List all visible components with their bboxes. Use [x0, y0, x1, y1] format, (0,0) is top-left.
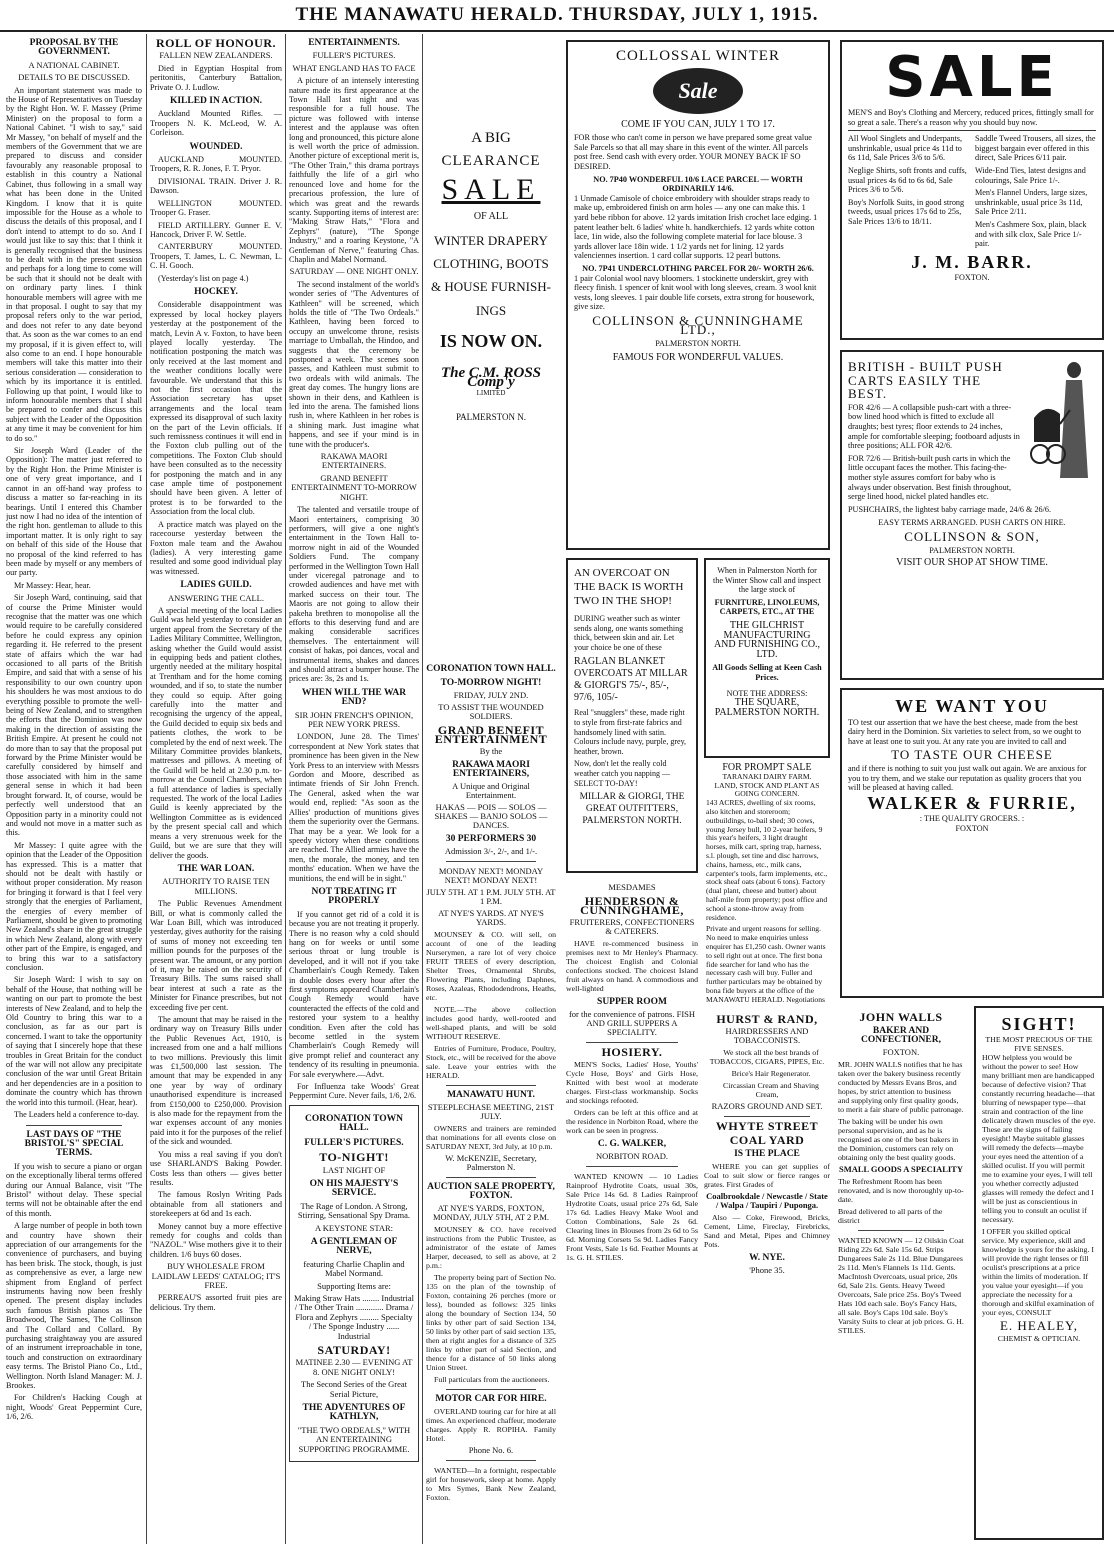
- paragraph: A picture of an intensely interesting nature made its first appearance at the Town Hall last night and was responsible for a full house. The picture was followed with intense interest and the applause was often long and pronounced, this picture alone is well worth the price of admission. Another picture of exceptional merit is, "The Other Train," this drama portrays faithfully the life of a girl who renounced love and home for the precarious profession, the lure of which was great and the rewards scanty. Supporting items of interest are: "Making Straw Hats," "Flora and Zephyrs" (nature), "The Sponge Industry," and a roaring Keystone, "A Gentleman of Nerve," featuring Chas. Chaplin and Mabel Normand.: [289, 76, 419, 264]
- ad-firm: MILLAR & GIORGI, THE GREAT OUTFITTERS, PALMERSTON NORTH.: [579, 792, 685, 827]
- column-rule: [285, 34, 286, 1544]
- paragraph: Real "snugglers" these, made right to style from first-rate fabrics and handsomely lined with satin. Colours include navy, purple, grey, heather, brown.: [574, 708, 687, 756]
- ad-heading: SATURDAY!: [317, 1343, 391, 1357]
- paragraph: FOR 72/6 — British-built push carts in which the little occupant faces the mother. This facing-the-mother style assures comfort for baby who is always under observation. Best finish throughout, serge lined hood, nickel plated handles etc.: [848, 453, 1012, 502]
- ad-heading: ON HIS MAJESTY'S SERVICE.: [309, 1178, 399, 1199]
- subheadline: SIR JOHN FRENCH'S OPINION, PER NEW YORK PRESS.: [294, 709, 414, 730]
- paragraph: Mr Massey: I quite agree with the opinion that the Leader of the Opposition has expressed. This is a matter that should not be dealt with hastily or without proper consideration. My reason for bringing it forward is that I feel very strongly that the energies of Parliament, the energies of every member of Parliament, should be given to promoting New Zealand's share in the great struggle in which New Zealand, along with every other part of the Empire, is engaged, and to bring this war to a satisfactory conclusion.: [6, 840, 142, 972]
- ad-heading: A GENTLEMAN OF NERVE,: [310, 1236, 398, 1257]
- paragraph: DURING weather such as winter sends along, one wants something thick, between skin and air. Let your choice be one of these: [574, 614, 684, 652]
- ad-line: : THE QUALITY GROCERS. :: [919, 814, 1025, 824]
- headline: MOTOR CAR FOR HIRE.: [435, 1394, 547, 1404]
- paragraph: PERREAU'S assorted fruit pies are delicious. Try them.: [150, 1293, 282, 1312]
- paragraph: An important statement was made to the House of Representatives on Tuesday by the Right Hon. W. F. Massey (Prime Minister) on the proposal to form a National Cabinet. "I wish to say," said Mr Massey, "on behalf of myself and the members of the Government that we are prepared to discuss and consider favourably any reasonable proposal to establish in this country a National Cabinet, thus following in a small way what has been done in the United Kingdom. I know that it is quite impossible for the House as a whole to discuss the details of this proposal, and I don't intend to attempt to do so. And I would just like to say this: that I think it is generally recognised that the business to be dealt with in the present session and perhaps for a long time to come will be such that it should not be dealt with on ordinary party lines. I think honourable members will agree with me in that proposal. I ought to say that my proposal refers only to the war period, and does not refer to any date beyond that. As soon as the war comes to an end my proposal, if it is given effect to, will also come to an end. I hope honourable members will take this matter into their serious consideration — consideration to which by its importance it is entitled. Following up that point, I would like to inform honourable members that I shall be prepared to confer and discuss this subject with the Leader of the Opposition at any time it may be convenient for him to do so.": [6, 85, 142, 443]
- ad-line: SALE: [441, 172, 541, 206]
- spacer: [426, 34, 556, 124]
- paragraph: We stock all the best brands of TOBACCOS, CIGARS, PIPES, Etc.: [709, 1048, 825, 1066]
- ad-line: FOXTON.: [882, 1047, 920, 1057]
- ad-line: PALMERSTON NORTH.: [929, 545, 1015, 555]
- ad-line: VISIT OUR SHOP AT SHOW TIME.: [896, 557, 1048, 569]
- ad-line: All Goods Selling at Keen Cash Prices.: [712, 663, 822, 682]
- column-roll-of-honour: [150, 34, 282, 1544]
- ad-line: Making Straw Hats ........ Industrial / The Other Train ............. Drama / Flora and Zephyrs ......... Specialty / The Sponge Industry ...... Industrial: [294, 1292, 414, 1341]
- subheadline: GRAND BENEFIT ENTERTAINMENT TO-MORROW NIGHT.: [291, 472, 417, 502]
- paragraph: Died in Egyptian Hospital from peritonitis, Canterbury Battalion, Private O. J. Ludlow.: [150, 63, 282, 92]
- paragraph: MOUNSEY & CO. will sell, on account of one of the leading Nurserymen, a rare lot of very choice FRUIT TREES of every description, Shelter Trees, Ornamental Shrubs, Flowering Plants, including Daphnes, Roses, Azaleas, Rhododendrons, Heaths, etc.: [426, 930, 556, 1002]
- paragraph: HAVE re-commenced business in premises next to Mr Henley's Pharmacy. The choicest English and Colonial confections stocked. The choicest Island fruit always on hand. A commodious and well-lighted: [566, 939, 698, 993]
- paragraph: MOUNSEY & CO. have received instructions from the Public Trustee, as administrator of the estate of James Harper, deceased, to sell as above, at 2 p.m.:: [426, 1225, 556, 1270]
- paragraph: CANTERBURY MOUNTED. Troopers, T. James, L. C. Newman, L. C. H. Gooch.: [150, 242, 282, 271]
- ad-firm: J. M. BARR.: [911, 251, 1033, 272]
- paragraph: 143 ACRES, dwelling of six rooms, also kitchen and storeroom; outbuildings, to-bail shed; 30 cows, young Jersey bull, 10 2-year heifers, 9 this year's heifers, 3 light draught horses, milk cart, spring trap, harness, s.l. plough, set tine and disc harrows, chains, harness, etc., milk cans, carpenter's tools, farm implements, etc., stock sheaf oats (about 6 tons). Factory (dual plant, cheese and butter) about half-mile from property; post office and school a stone-throw away from residence.: [706, 798, 828, 922]
- ad-line: NOTE THE ADDRESS:: [726, 688, 808, 698]
- paragraph: When in Palmerston North for the Winter Show call and inspect the large stock of: [713, 566, 821, 595]
- ad-line: TO ASSIST THE WOUNDED SOLDIERS.: [438, 702, 544, 721]
- headline: GRAND BENEFIT ENTERTAINMENT: [434, 723, 548, 746]
- ad-firm: JOHN WALLS: [859, 1010, 943, 1024]
- paragraph: If you wish to secure a piano or organ on the exceptionally liberal terms offered during our Annual Balance, visit "The Bristol" without delay. These special terms will not be obtainable after the end of this month.: [6, 1161, 142, 1218]
- column-national-cabinet: [6, 34, 142, 1544]
- overcoat-ad: [566, 558, 698, 873]
- ad-title: COAL YARD: [729, 1133, 805, 1147]
- ad-line: FAMOUS FOR WONDERFUL VALUES.: [612, 351, 784, 363]
- paragraph: Mr Massey: Hear, hear.: [14, 580, 91, 590]
- ad-line: Coalbrookdale / Newcastle / State / Walpa / Taupiri / Puponga.: [706, 1191, 828, 1210]
- paragraph: Bread delivered to all parts of the district: [838, 1207, 943, 1225]
- headline: ENTERTAINMENTS.: [308, 38, 400, 48]
- headline: AUCTION SALE PROPERTY, FOXTON.: [427, 1182, 555, 1201]
- paragraph: MR. JOHN WALLS notifies that he has taken over the bakery business recently conducted by Messrs Evans Bros, and hopes, by strict attention to business and supplying only first quality goods, to merit a fair share of public patronage.: [838, 1060, 964, 1114]
- ad-line: MONDAY NEXT! MONDAY NEXT! MONDAY NEXT!: [438, 866, 544, 885]
- ad-firm: HENDERSON & CUNNINGHAME,: [580, 894, 684, 917]
- paragraph: Sir Joseph Ward, continuing, said that of course the Prime Minister would recognise that the matter was one which would require to be carefully considered before he could express any opinion regarding it. He referred to the present state of affairs which the war had occasioned to all parts of the British Empire, and said that with a sense of his responsibility to our own country upon his shoulders he was most anxious to do everything possible to promote the well-being of New Zealand, and to strengthen the efforts that the Dominion was now making in the direction of assisting the British Empire. At present he could not do more than to say that the proposal put forward by the Prime Minister would be carefully considered by himself and those associated with him in the same general sense in which it had been brought forward. It, of course, would be perfectly well understood that an Opposition party in a minority could not and would not move in a matter such as this.: [6, 593, 142, 838]
- ad-title: AN OVERCOAT ON THE BACK IS WORTH TWO IN THE SHOP!: [574, 567, 684, 607]
- ad-line: 'Phone 35.: [749, 1265, 785, 1275]
- paragraph: Also — Coke, Firewood, Bricks, Cement, Lime, Fireclay, Firebricks, Sand and Metal, Pipes and Chimney Pots.: [704, 1213, 830, 1249]
- ad-title: IS THE PLACE: [734, 1149, 800, 1159]
- paragraph: WANTED KNOWN — 10 Ladies Rainproof Hydrotite Coats, usual 30s, Sale Price 14s 6d. 8 Ladies Rainproof Hydrotite Coats, usual price 27s 6d, Sale 17s 6d. Ladies Heavy Make Wool and Cotton Combinations, Sale 2s 6d. Clearing lines in Blouses from 2s 6d to 5s 6d. Morning Corsets 5s 9d. Ladies Fancy Front Vests, Sale 1s 6d. Feather Mounts at 1s. G. H. STILES.: [566, 1172, 698, 1262]
- ad-line: Phone No. 6.: [468, 1445, 514, 1455]
- headline: KILLED IN ACTION.: [169, 96, 263, 107]
- sale-items-left: [848, 134, 969, 252]
- paragraph: MEN'S Socks, Ladies' Hose, Youths' Cycle Hose, Boys' and Girls Hose, Knitted with best wool at moderate charges. First-class workmanship. Socks and stockings refooted.: [566, 1060, 698, 1105]
- divider: [446, 1389, 536, 1390]
- ad-line: PALMERSTON NORTH.: [655, 339, 741, 349]
- paragraph: 1 pair Colonial wool navy bloomers. 1 stockinette underskirt, grey with fleecy finish. 1 spencer of knit wool with long sleeves, cream. 3 wool knit vests, long sleeves. 1 pair double life corsets, extra strong for housework, give size.: [574, 273, 817, 312]
- push-cart-ad: [840, 350, 1104, 680]
- ad-line: MATINEE 2.30 — EVENING AT 8. ONE NIGHT ONLY!: [295, 1357, 413, 1377]
- paragraph: WELLINGTON MOUNTED. Trooper G. Fraser.: [150, 198, 282, 218]
- ad-line: EASY TERMS ARRANGED. PUSH CARTS ON HIRE.: [878, 518, 1066, 528]
- divider: [858, 1230, 944, 1231]
- ad-line: TO TASTE OUR CHEESE: [891, 747, 1053, 763]
- collossal-winter-sale-ad: [566, 40, 830, 550]
- paragraph: A practice match was played on the racecourse yesterday between the Foxton male team and the Awahou (ladies). A very interesting game resulted and some good individual play was witnessed.: [150, 519, 282, 576]
- list-item: Men's Flannel Unders, large sizes, unshrinkable, usual price 3s 11d, Sale Price 2/11.: [975, 188, 1088, 217]
- subheadline: WHAT ENGLAND HAS TO FACE: [292, 62, 416, 73]
- sight-optician-ad: [974, 1006, 1104, 1540]
- ad-line: HAIRDRESSERS AND TOBACCONISTS.: [725, 1026, 809, 1045]
- ad-title: BRITISH - BUILT PUSH: [848, 359, 1003, 374]
- ad-line: JULY 5TH. AT 1 P.M. JULY 5TH. AT 1 P.M.: [426, 887, 556, 906]
- gilchrist-ad: [704, 558, 830, 758]
- headline: HOSIERY.: [601, 1045, 663, 1059]
- ad-firm: C. G. WALKER,: [597, 1139, 667, 1149]
- ad-title: COLLOSSAL WINTER: [616, 48, 780, 64]
- headline: 30 PERFORMERS 30: [445, 834, 537, 844]
- paragraph: Orders can be left at this office and at the residence in Norbiton Road, where the work can be seen in progress.: [566, 1108, 698, 1135]
- sale-oval-logo: Sale: [653, 68, 743, 114]
- paragraph: Money cannot buy a more effective remedy for coughs and colds than "NAZOL." Wise mothers give it to their children. 1/6 buys 60 doses.: [150, 1221, 282, 1259]
- subheadline: FULLER'S PICTURES.: [312, 50, 396, 61]
- list-item: Saddle Tweed Trousers, all sizes, the biggest bargain ever offered in this direct, Sale Prices 6/11 pair.: [975, 134, 1096, 163]
- ad-line: LIMITED: [476, 389, 506, 398]
- paragraph: The baking will be under his own personal supervision, and as he is recognised as one of the best bakers in the Dominion, customers can rely on obtaining only the best quality goods.: [838, 1117, 959, 1162]
- ad-line: FURNITURE, LINOLEUMS, CARPETS, ETC., AT THE: [714, 597, 820, 617]
- ad-line: Supporting Items are:: [317, 1280, 391, 1291]
- paragraph: For Children's Hacking Cough at night, Woods' Great Peppermint Cure, 1/6, 2/6.: [6, 1393, 142, 1422]
- list-item: Wide-End Ties, latest designs and colourings, Sale Price 1/-.: [975, 165, 1086, 185]
- paragraph: (Yesterday's list on page 4.): [158, 273, 249, 283]
- paragraph: OWNERS and trainers are reminded that nominations for all events close on SATURDAY NEXT, 3rd July, at 10 p.m.: [426, 1124, 556, 1151]
- paragraph: NOTE.—The above collection includes good hardy, well-rooted and well-shaped plants, and will be sold WITHOUT RESERVE.: [426, 1005, 556, 1041]
- ad-line: NO. 7P40 WONDERFUL 10/6 LACE PARCEL — WORTH ORDINARILY 14/6.: [593, 174, 803, 194]
- ad-line: A BIG: [471, 130, 511, 146]
- paragraph: TO test our assertion that we have the best cheese, made from the best dairy herd in the Dominion. Six varieties to select from, so we ought to have at least one to suit you. At any rate you are invited to call and: [848, 717, 1082, 746]
- ad-firm: E. HEALEY,: [999, 1318, 1078, 1333]
- ad-title: FOR PROMPT SALE: [722, 762, 812, 773]
- ad-line: AT NYE'S YARDS. AT NYE'S YARDS.: [438, 908, 544, 927]
- paragraph: PUSHCHAIRS, the lightest baby carriage made, 24/6 & 26/6.: [848, 504, 1052, 514]
- paragraph: AUCKLAND MOUNTED. Troopers, R. R. Jones, F. T. Pryor.: [150, 155, 282, 174]
- ad-line: Admission 3/-, 2/-, and 1/-.: [444, 846, 538, 856]
- headline: TO-MORROW NIGHT!: [440, 678, 542, 688]
- ad-line: RAZORS GROUND AND SET.: [711, 1101, 823, 1111]
- paragraph: WHERE you can get supplies of Coal to suit slow or fierce ranges or grates. First Grades of: [704, 1162, 830, 1189]
- column-rule: [422, 34, 423, 1544]
- paragraph: FOR those who can't come in person we have prepared some great value Sale Parcels so that all may share in this event of the winter. All parcels post free. Send cash with every order. YOUR MONEY BACK IF SO DESIRED.: [574, 133, 812, 171]
- paragraph: The Leaders held a conference to-day.: [14, 1110, 139, 1120]
- cm-ross-sale-ad: [426, 34, 556, 654]
- paragraph: LONDON, June 28. The Times' correspondent at New York states that prominence has been given in the New York Press to an interview with Messrs Gordon and Moore, described as intimate friends of Sir John French. The General, asked when the war would end, replied: "As soon as the Allies' production of munitions gives them the superiority over the Germans. That may be a year. We look for a speedy victory when these conditions are reached. The Allied armies have the men, the morale, the money, and ten months' education. When we have the munitions, the end will be in sight.": [289, 732, 419, 883]
- paragraph: WANTED—In a fortnight, respectable girl for housework, sleep at home. Apply to Mrs Symes, Bank New Zealand, Foxton.: [426, 1466, 556, 1502]
- ad-line: LAND, STOCK AND PLANT AS GOING CONCERN.: [714, 780, 820, 799]
- divider: [446, 1177, 536, 1178]
- headline: HOCKEY.: [194, 286, 238, 297]
- subheadline: AUTHORITY TO RAISE TEN MILLIONS.: [162, 876, 270, 896]
- headline: CORONATION TOWN HALL.: [426, 664, 556, 674]
- ad-heading: FULLER'S PICTURES.: [304, 1137, 404, 1148]
- paragraph: The talented and versatile troupe of Maori entertainers, comprising 30 performers, will give a one night's entertainment in the Town Hall to-morrow night in aid of the Wounded Soldiers Fund. The company performed in the Wellington Town Hall under viceregal patronage and to crowded audiences and have met with marked success on their tour. The Maoris are not going to allow their pakeha brethren to monopolise all the efforts to this deserving fund and are making considerable sacrifices themselves. The entertainment will consist of hakas, poi dances, vocal and instrumental items, shakes and dances and should attract a bumper house. The prices are: 3s, 2s and 1s.: [289, 505, 419, 684]
- ad-title: WHYTE STREET: [715, 1119, 819, 1133]
- ad-line: WINTER DRAPERY: [434, 232, 548, 248]
- ad-line: "THE TWO ORDEALS," WITH AN ENTERTAINING SUPPORTING PROGRAMME.: [297, 1424, 411, 1454]
- headline: WHEN WILL THE WAR END?: [301, 687, 407, 708]
- subheadline: RAKAWA MAORI ENTERTAINERS.: [320, 451, 388, 471]
- ad-firm: W. NYE.: [749, 1253, 785, 1263]
- ad-line: for the convenience of patrons. FISH AND GRILL SUPPERS A SPECIALITY.: [568, 1009, 696, 1037]
- paragraph: FIELD ARTILLERY. Gunner E. V. Hancock, Driver F. W. Settle.: [150, 220, 282, 239]
- paragraph: The property being part of Section No. 135 on the plan of the township of Foxton, containing 26 perches (more or less), bounded as follows: 325 links along the boundary of Section 134, 50 links by other part of said Section 134, 50 links by other part of said section 135, then at right angles for a distance of 325 links by other part of said Section, and thence for a distance of 50 links along Union Street.: [426, 1273, 556, 1372]
- paragraph: 1 Unmade Camisole of choice embroidery with shoulder straps ready to make up, embroidered finish on arm holes — any one can make this. 1 yard bebe ribbon for above. 12 yards imitation Irish crochet lace edging. 1 patent leather belt. 6 ladies' white h. handkerchiefs. 12 yards white cotton lace, 1in wide, also the following complete material for lace blouse. 3 yards allover lace 18in wide. 1 1/2 yards net for lining. 12 yards valenciennes insertion. 1 card collar supports. 12 pearl buttons.: [574, 193, 818, 261]
- paragraph: A special meeting of the local Ladies Guild was held yesterday to consider an urgent appeal from the Secretary of the Ladies Military Committee, Wellington, asking whether the Guild would assist in equipping beds and patient clothes, urgently needed at the military hospital at Trentham and for the home coming wounded, and if so, to state the number they could so equip. After going carefully into the matter and recognising the urgency of the appeal, the Guild decided to equip six beds and patients clothes, the work to be completed by the end of next week. The Military Committee provides blankets, mattresses and pillows. A meeting of the Guild will be held at 2.30 p.m. to-morrow at the Council Chambers, when a full attendance of ladies is specially requested. The work of the local Ladies Guild is keenly appreciated by the Wellington Committee as is evidenced by the present special call and which means a very strenuous week for the Guild, but we are sure that they will deliver the goods.: [150, 605, 282, 860]
- column-entertainments: [289, 34, 419, 1544]
- paragraph: MEN'S and Boy's Clothing and Mercery, reduced prices, fittingly small for so great a sale. There's a reason why you should buy now.: [848, 108, 1094, 127]
- ad-title: BEST.: [848, 386, 888, 402]
- paragraph: The Public Revenues Amendment Bill, or what is commonly called the War Loan Bill, which was introduced yesterday, gives authority for the raising of sums of money not exceeding ten million pounds for the purposes of the present war. The amount, or any portion of it, may be raised on the security of Treasury Bills. The sums raised shall bear interest at such a rate as the Minister for Finance prescribes, but not exceeding five per cent.: [150, 899, 282, 1012]
- fullers-pictures-ad: [289, 1105, 419, 1462]
- paragraph: Entries of Furniture, Produce, Poultry, Stock, etc., will be received for the above sale. Leave your entries with the HERALD.: [426, 1044, 556, 1080]
- ad-line: COME IF YOU CAN, JULY 1 TO 17.: [621, 118, 775, 130]
- paragraph: The Refreshment Room has been renovated, and is now thoroughly up-to-date.: [838, 1177, 964, 1204]
- paragraph: Circassian Cream and Shaving Cream,: [723, 1081, 819, 1099]
- column-henderson-hosiery: [566, 880, 698, 1540]
- ad-line: W. McKENZIE, Secretary, Palmerston N.: [445, 1153, 537, 1172]
- subheadline: A NATIONAL CABINET.: [28, 59, 120, 70]
- ad-line: CHEMIST & OPTICIAN.: [997, 1334, 1081, 1343]
- ad-line: CLEARANCE: [441, 153, 541, 170]
- headline: THE WAR LOAN.: [177, 863, 255, 874]
- ad-line: INGS: [475, 302, 507, 318]
- ad-heading: THE ADVENTURES OF KATHLYN,: [302, 1403, 406, 1423]
- subheadline: SATURDAY — ONE NIGHT ONLY.: [289, 266, 419, 277]
- dairy-farm-ad: [704, 762, 830, 1004]
- column-notices: [426, 660, 556, 1540]
- paragraph: Auckland Mounted Rifles. — Troopers N. K. McLeod, W. A. Corleison.: [150, 109, 282, 138]
- paragraph: and if there is nothing to suit you just walk out again. We are anxious for you to try them, and we stake our reputation as quality grocers that you will be pleased at having called.: [848, 763, 1087, 793]
- subheadline: FALLEN NEW ZEALANDERS.: [159, 50, 273, 61]
- ad-line: MESDAMES: [608, 882, 656, 892]
- paragraph: FOR 42/6 — A collapsible push-cart with a three-bow lined hood which is fitted to exclude all draughts; best tyres; floor extends to 24 inches, ample for comfortable sleeping; footboard adjusts in three positions; ALL FOR 42/6.: [848, 402, 1020, 451]
- list-item: All Wool Singlets and Underpants, unshrinkable, usual price 4s 11d to 6s 11d, Sale Prices 3/6 to 5/6.: [848, 134, 963, 163]
- divider: [586, 1042, 678, 1043]
- ad-title: WE WANT YOU: [895, 696, 1049, 716]
- paragraph: Sir Joseph Ward: I wish to say on behalf of the House, that nothing will be wanting on our part to promote the best interests of New Zealand, and to help the Old Country to bring this war to a conclusion, as far as our part is concerned. I want to take the opportunity of saying that I sincerely hope that these troubles in Great Britain for the conduct of the war will not allow any precipitate conclusion of the war until Great Britain and her dependencies are in a position to dominate the country which has thrown the world into this turmoil. (Hear, hear).: [6, 975, 142, 1107]
- ad-line: OF ALL: [473, 211, 509, 223]
- sale-items: [848, 130, 1096, 252]
- list-item: Boy's Norfolk Suits, in good strong tweeds, usual prices 17s 6d to 25s, Sale Prices 13/6 to 18/11.: [848, 197, 965, 226]
- ad-line: FOXTON.: [954, 273, 990, 283]
- headline: ROLL OF HONOUR.: [155, 36, 277, 50]
- ad-line: PALMERSTON N.: [455, 411, 527, 422]
- ad-line: NO. 7P41 UNDERCLOTHING PARCEL FOR 20/- WORTH 26/6.: [582, 263, 814, 273]
- divider: [724, 1116, 810, 1117]
- paragraph: Private and urgent reasons for selling. No need to make enquiries unless enquirer has £1,250 cash. Owner wants to sell right out at once. The first bona fide searcher for land who has the necessary cash will buy. Fuller and further particulars may be obtained by bona fide buyers at the office of the MANAWATU HERALD. Negotiations: [706, 924, 826, 1004]
- paragraph: Sir Joseph Ward (Leader of the Opposition): The matter just referred to by the Right Hon. the Prime Minister is one of very great importance, and I cannot in an off-hand way profess to discuss a matter so far-reaching in its bearings. Until I entered this Chamber just now I had no idea of the intention of the right hon. gentleman to allude to this important matter. It is only right to say on behalf of this side of the House that no proposal of the kind referred to has been made by myself or any members of our party.: [6, 446, 142, 578]
- sale-title: SALE: [885, 45, 1059, 110]
- ad-title: SIGHT!: [1001, 1014, 1077, 1034]
- paragraph: For Influenza take Woods' Great Peppermint Cure. Never fails, 1/6, 2/6.: [289, 1082, 419, 1101]
- subheadline: DETAILS TO BE DISCUSSED.: [18, 72, 130, 83]
- cm-ross-logo: The C.M. ROSS Comp'y: [440, 364, 542, 391]
- ad-heading: CORONATION TOWN HALL.: [305, 1113, 403, 1134]
- paragraph: You miss a real saving if you don't use SHARLAND'S Baking Powder. Costs less than others — gives better results.: [150, 1149, 282, 1187]
- masthead: THE MANAWATU HERALD. THURSDAY, JULY 1, 1915.: [0, 0, 1114, 32]
- walker-furrie-ad: [840, 688, 1104, 998]
- divider: [446, 1460, 536, 1461]
- ad-line: A KEYSTONE STAR:: [314, 1222, 394, 1233]
- subheadline: ANSWERING THE CALL.: [168, 592, 264, 603]
- divider: [446, 861, 536, 862]
- ad-line: LAST NIGHT OF: [322, 1164, 386, 1175]
- paragraph: Considerable disappointment was expressed by local hockey players yesterday at the postponement of the match, Levin A v. Foxton, to have been played locally yesterday. The notification postponing the match was only received at the last moment and the weather conditions locally were favourable. We understand that this is not the first occasion that the Association secretary has upset arrangements and the local team expressed its disapproval of such laxity on the part of the Levin officials. If such remissness continues it will end in the Foxton club pulling out of the competitions. The Foxton Club should have been consulted as to the necessity for postponing the match and in any case ample time of postponement should have been given. A letter of protest is to be forwarded to the Association from the local club.: [150, 300, 282, 517]
- headline: LAST DAYS OF "THE BRISTOL'S" SPECIAL TERMS.: [24, 1129, 124, 1159]
- pram-lady-illustration: [1026, 358, 1096, 488]
- ad-heading: TO-NIGHT!: [319, 1150, 389, 1165]
- ad-firm: WALKER & FURRIE,: [867, 792, 1077, 813]
- paragraph: The amount that may be raised in the ordinary way on Treasury Bills under the Public Revenues Act, 1910, is increased from one and a half millions to two millions. Previously this limit was £1,500,000 last session. The amount that may be expended in any one year by way of ordinary unauthorised expenditure is increased from £150,000 to £250,000. Provision is also made for the repayment from the war expenses account of any monies paid into it for the purposes of the relief of the sick and wounded.: [150, 1015, 282, 1147]
- ad-line: The Rage of London. A Strong, Stirring, Sensational Spy Drama.: [297, 1200, 411, 1221]
- ad-line: CLOTHING, BOOTS: [433, 256, 549, 272]
- john-walls-ad: [836, 1006, 966, 1540]
- paragraph: Full particulars from the auctioneers.: [434, 1375, 550, 1384]
- ad-line: NORBITON ROAD.: [595, 1151, 669, 1161]
- ad-line: IS NOW ON.: [439, 331, 543, 352]
- ad-line: FOXTON: [955, 823, 989, 833]
- list-item: Men's Cashmere Sox, plain, black and with silk clox, Sale Price 1/- pair.: [975, 219, 1087, 249]
- column-rule: [146, 34, 147, 1544]
- column-hurst-coal: [704, 1010, 830, 1540]
- ad-title: BAKER AND CONFECTIONER,: [861, 1026, 941, 1045]
- list-item: Neglige Shirts, soft fronts and cuffs, usual prices 4s 6d to 6s 6d, Sale Prices 3/6 to 5/6.: [848, 165, 967, 195]
- headline: MANAWATU HUNT.: [447, 1090, 535, 1100]
- paragraph: HOW helpless you would be without the power to see! How many brilliant men are handicapped because of defective vision? That constantly recurring headache—that blurring of newspaper type—that strain and contraction of the line delicately drawn muscles of the eye. These are the signs of failing eyesight! Maybe suitable glasses will remedy the defects—maybe your eyes need the attention of a skilled oculist. If you will permit me to examine your eyes, I will tell you whether correctly adjusted glasses will remedy the defect and I will be just as conscientious in telling you to consult an oculist if necessary.: [982, 1053, 1096, 1224]
- ad-line: featuring Charlie Chaplin and Mabel Normand.: [303, 1258, 405, 1279]
- paragraph: Brice's Hair Regenerator.: [731, 1069, 811, 1078]
- ad-line: STEEPLECHASE MEETING, 21ST JULY.: [427, 1102, 555, 1121]
- ad-line: THE SQUARE, PALMERSTON NORTH.: [714, 697, 820, 718]
- paragraph: I OFFER you skilled optical service. My experience, skill and knowledge is yours for the asking. I will provide the right lenses or fill oculist's prescriptions at a price within the limits of moderation. If you value your eyesight—if you appreciate the necessity for a thorough and skilful examination of your eyes, CONSULT: [982, 1227, 1095, 1317]
- ad-firm: COLLINSON & CUNNINGHAME LTD.,: [592, 312, 804, 338]
- ad-firm: COLLINSON & SON,: [904, 528, 1040, 544]
- ad-line: AT NYE'S YARDS, FOXTON, MONDAY, JULY 5TH, AT 2 P.M.: [432, 1203, 550, 1222]
- paragraph: The second instalment of the world's wonder series of "The Adventures of Kathleen" will be screened, which holds the title of "The Two Ordeals." Kathleen, having been forced to occupy an unwelcome throne, resists marriage to Umballah, the Hindoo, and suggests that the ceremony be postponed a week. The scenes soon passes, and Kathleen must submit to two ordeals with wild animals. The great day comes. The hungry lions are shown in their dens, and Kathleen is led into the arena. The famished lions rush in, where Kathleen in her robes is a shining mark. Just imagine what happens, and see if your mind is in tune with the producer's.: [289, 279, 419, 449]
- paragraph: WANTED KNOWN — 12 Oilskin Coat Riding 22s 6d. Sale 15s 6d. Strips Dungarees Sale 2s 11d. Blue Dungarees 2s 11d. Men's Flannels 1s 11d. Gents. MacIntosh Overcoats, usual price, 20s 6d, Sale 21s. Gents. Heavy Tweed Overcoats, Sale price 25s. Boy's Tweed Hats 10d each sale. Boy's Fancy Hats, all sale. Boy's Caps 10d sale. Boy's Varsity Suits to clear at job prices. G. H. STILES.: [838, 1236, 964, 1335]
- ad-line: The Second Series of the Great Serial Picture,: [301, 1379, 407, 1399]
- headline: RAKAWA MAORI ENTERTAINERS,: [452, 760, 530, 779]
- ad-firm: HURST & RAND,: [716, 1012, 818, 1026]
- subheadline: BUY WHOLESALE FROM LAIDLAW LEEDS' CATALOG; IT'S FREE.: [151, 1261, 281, 1290]
- ad-firm: THE GILCHRIST MANUFACTURING AND FURNISHING CO., LTD.: [713, 619, 821, 660]
- ad-line: By the: [479, 746, 503, 756]
- paragraph: OVERLAND touring car for hire at all times. An experienced chaffeur, moderate charges. Apply R. ROPIHA. Family Hotel.: [426, 1407, 556, 1443]
- ad-line: A Unique and Original Entertainment.: [452, 781, 530, 800]
- ad-line: HAKAS — POIS — SOLOS — SHAKES — BANJO SOLOS — DANCES.: [434, 802, 548, 830]
- ad-line: THE MOST PRECIOUS OF THE FIVE SENSES.: [985, 1035, 1093, 1053]
- paragraph: If you cannot get rid of a cold it is because you are not treating it properly. There is no reason why a cold should hang on for weeks or until some serious throat or lung trouble is developed, and it will not if you take Chamberlain's Cough Remedy. Taken in double doses every hour after the first symptoms appeared Chamberlain's Cough Remedy would have counteracted the effects of the cold and restored your system to a healthy condition. Even after the cold has become settled in the system Chamberlain's Cough Remedy will give prompt relief and counteract any tendency of its resulting in pneumonia. For sale everywhere.—Advt.: [289, 909, 419, 1079]
- divider: [586, 1166, 678, 1167]
- ad-line: FRUITERERS, CONFECTIONERS & CATERERS.: [569, 917, 695, 936]
- paragraph: DIVISIONAL TRAIN. Driver J. R. Dawson.: [150, 176, 282, 196]
- paragraph: The famous Roslyn Writing Pads obtainable from all stationers and storekeepers at 6d and 1s each.: [150, 1190, 282, 1219]
- headline: WOUNDED.: [189, 141, 243, 152]
- headline: LADIES GUILD.: [180, 580, 252, 591]
- headline: NOT TREATING IT PROPERLY: [311, 886, 397, 907]
- paragraph: A large number of people in both town and country have shown their appreciation of our arrangements for the convenience of purchasers, and buying has been brisk. The stock, though, is just as comprehensive as ever, a large new shipment from England of perfect instruments having now been freshly opened. The present display includes such famous British pianos as The Broadwood, The Sames, The Collinson and The Collard and Collard. By purchasing straightaway you are assured of an instrument irreproachable in tone, touch and construction on extraordinary easy terms. The Bristol Piano Co., Ltd., Wellington. North Island Manager: M. J. Brookes.: [6, 1221, 142, 1391]
- ad-line: & HOUSE FURNISH-: [431, 279, 551, 295]
- divider: [26, 1125, 122, 1126]
- ad-line: TARANAKI DAIRY FARM.: [722, 771, 812, 781]
- headline: PROPOSAL BY THE GOVERNMENT.: [29, 38, 119, 58]
- ad-line: SMALL GOODS A SPECIALITY: [839, 1164, 963, 1174]
- divider: [446, 1085, 536, 1086]
- paragraph: Now, don't let the really cold weather catch you napping — SELECT TO-DAY!: [574, 759, 670, 788]
- sale-items-right: [975, 134, 1096, 252]
- ad-line: RAGLAN BLANKET OVERCOATS AT MILLAR & GIORGI'S 75/-, 85/-, 97/6, 105/-: [574, 656, 688, 704]
- headline: SUPPER ROOM: [597, 997, 667, 1007]
- ad-title: CARTS EASILY THE: [848, 372, 982, 388]
- ad-line: FRIDAY, JULY 2ND.: [453, 690, 529, 700]
- barr-sale-ad: [840, 40, 1104, 340]
